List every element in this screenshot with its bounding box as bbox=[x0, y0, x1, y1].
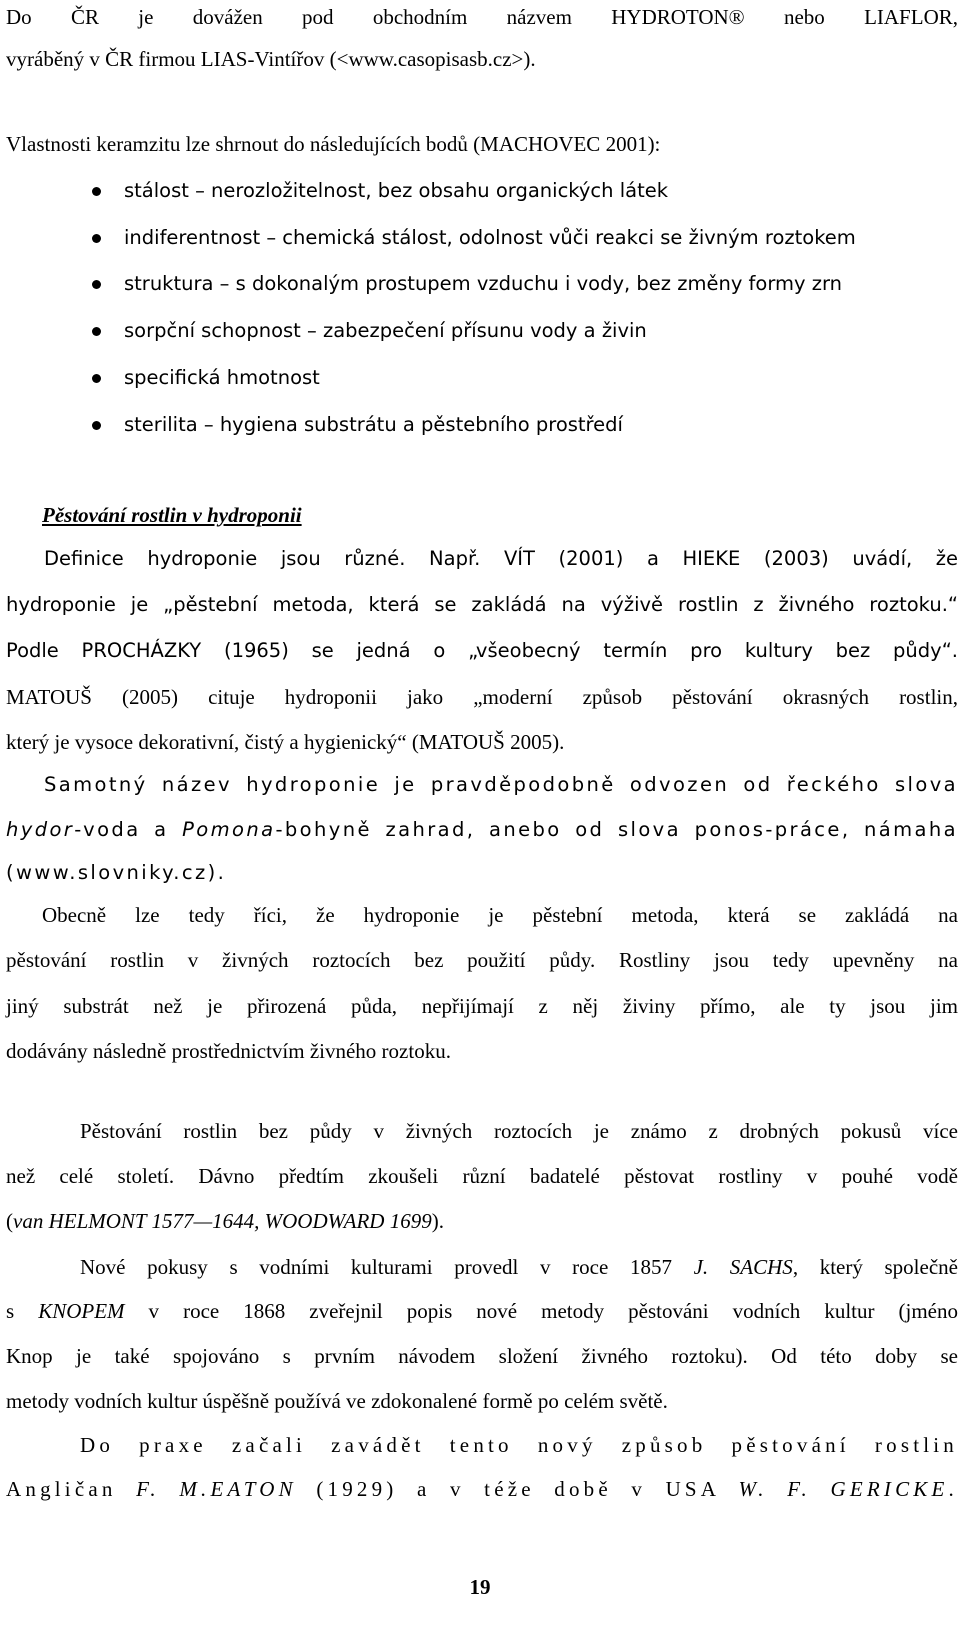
p3-line-1: Samotný název hydroponie je pravděpodobně odvozen od řeckého slova bbox=[44, 773, 958, 796]
p4-line-2: pěstování rostlin v živných roztocích bez použití půdy. Rostliny jsou tedy upevněny na bbox=[6, 948, 958, 972]
p4-line-3: jiný substrát než je přirozená půda, nepřijímají z něj živiny přímo, ale ty jsou jim bbox=[6, 994, 958, 1018]
p5-line-2: než celé století. Dávno předtím zkoušeli různí badatelé pěstovat rostliny v pouhé vodě bbox=[6, 1164, 958, 1188]
intro-line-2: vyráběný v ČR firmou LIAS-Vintířov (<www.casopisasb.cz>). bbox=[6, 47, 536, 71]
p5-line-1: Pěstování rostlin bez půdy v živných roztocích je známo z drobných pokusů více bbox=[80, 1119, 958, 1143]
list-item bbox=[0, 225, 960, 251]
p6-line-1: Nové pokusy s vodními kulturami provedl v roce 1857 J. SACHS, který společně bbox=[80, 1255, 958, 1279]
bullet-icon bbox=[92, 421, 101, 430]
list-item bbox=[0, 365, 960, 391]
list-item bbox=[0, 178, 960, 204]
p1-line-3: Podle PROCHÁZKY (1965) se jedná o „všeobecný termín pro kultury bez půdy“. bbox=[6, 639, 958, 662]
p4-line-4: dodávány následně prostřednictvím živného roztoku. bbox=[6, 1039, 451, 1063]
list-item-text: indiferentnost – chemická stálost, odolnost vůči reakci se živným roztokem bbox=[124, 226, 856, 249]
p7-eaton: F. M.EATON bbox=[136, 1477, 297, 1501]
p4-line-1: Obecně lze tedy říci, že hydroponie je pěstební metoda, která se zakládá na bbox=[42, 903, 958, 927]
bullet-icon bbox=[92, 280, 101, 289]
p7-line-1: Do praxe začali zavádět tento nový způsob pěstování rostlin bbox=[80, 1433, 958, 1457]
list-item-text: specifická hmotnost bbox=[124, 366, 320, 389]
p7-gericke: W. F. GERICKE bbox=[738, 1477, 949, 1501]
p1-line-1: Definice hydroponie jsou různé. Např. VÍT (2001) a HIEKE (2003) uvádí, že bbox=[44, 547, 958, 570]
list-item-text: struktura – s dokonalým prostupem vzduchu i vody, bez změny formy zrn bbox=[124, 272, 843, 295]
p3-line-3: (www.slovniky.cz). bbox=[6, 861, 227, 884]
p3-hydor: hydor bbox=[6, 818, 75, 841]
bullet-icon bbox=[92, 234, 101, 243]
list-item bbox=[0, 318, 960, 344]
bullet-icon bbox=[92, 327, 101, 336]
list-item bbox=[0, 271, 960, 297]
list-item bbox=[0, 412, 960, 438]
p6-line-3: Knop je také spojováno s prvním návodem složení živného roztoku). Od této doby se bbox=[6, 1344, 958, 1368]
p6-line-4: metody vodních kultur úspěšně používá ve zdokonalené formě po celém světě. bbox=[6, 1389, 668, 1413]
p2-line-2: který je vysoce dekorativní, čistý a hygienický“ (MATOUŠ 2005). bbox=[6, 730, 565, 754]
p3-pomona: Pomona bbox=[182, 818, 276, 841]
p5-citation: van HELMONT 1577—1644, WOODWARD 1699 bbox=[13, 1209, 432, 1233]
bullet-icon bbox=[92, 374, 101, 383]
p6-line-2: s KNOPEM v roce 1868 zveřejnil popis nové metody pěstováni vodních kultur (jméno bbox=[6, 1299, 958, 1323]
section-heading: Pěstování rostlin v hydroponii bbox=[42, 503, 302, 527]
list-item-text: stálost – nerozložitelnost, bez obsahu organických látek bbox=[124, 179, 669, 202]
p7-line-2: Angličan F. M.EATON (1929) a v téže době v USA W. F. GERICKE. bbox=[6, 1477, 958, 1501]
p1-line-2: hydroponie je „pěstební metoda, která se zakládá na výživě rostlin z živného roztoku.“ bbox=[6, 593, 958, 616]
p3-line-2: hydor-voda a Pomona-bohyně zahrad, anebo od slova ponos-práce, námaha bbox=[6, 818, 958, 841]
bullet-icon bbox=[92, 187, 101, 196]
properties-lead: Vlastnosti keramzitu lze shrnout do následujících bodů (MACHOVEC 2001): bbox=[6, 132, 661, 156]
p6-sachs: J. SACHS bbox=[693, 1255, 793, 1279]
intro-line-1: Do ČR je dovážen pod obchodním názvem HYDROTON® nebo LIAFLOR, bbox=[6, 5, 958, 29]
p2-line-1: MATOUŠ (2005) cituje hydroponii jako „moderní způsob pěstování okrasných rostlin, bbox=[6, 685, 958, 709]
p6-knopem: KNOPEM bbox=[38, 1299, 125, 1323]
p5-line-3: (van HELMONT 1577—1644, WOODWARD 1699). bbox=[6, 1209, 444, 1233]
list-item-text: sterilita – hygiena substrátu a pěstebního prostředí bbox=[124, 413, 623, 436]
page-number: 19 bbox=[469, 1575, 491, 1599]
list-item-text: sorpční schopnost – zabezpečení přísunu vody a živin bbox=[124, 319, 647, 342]
